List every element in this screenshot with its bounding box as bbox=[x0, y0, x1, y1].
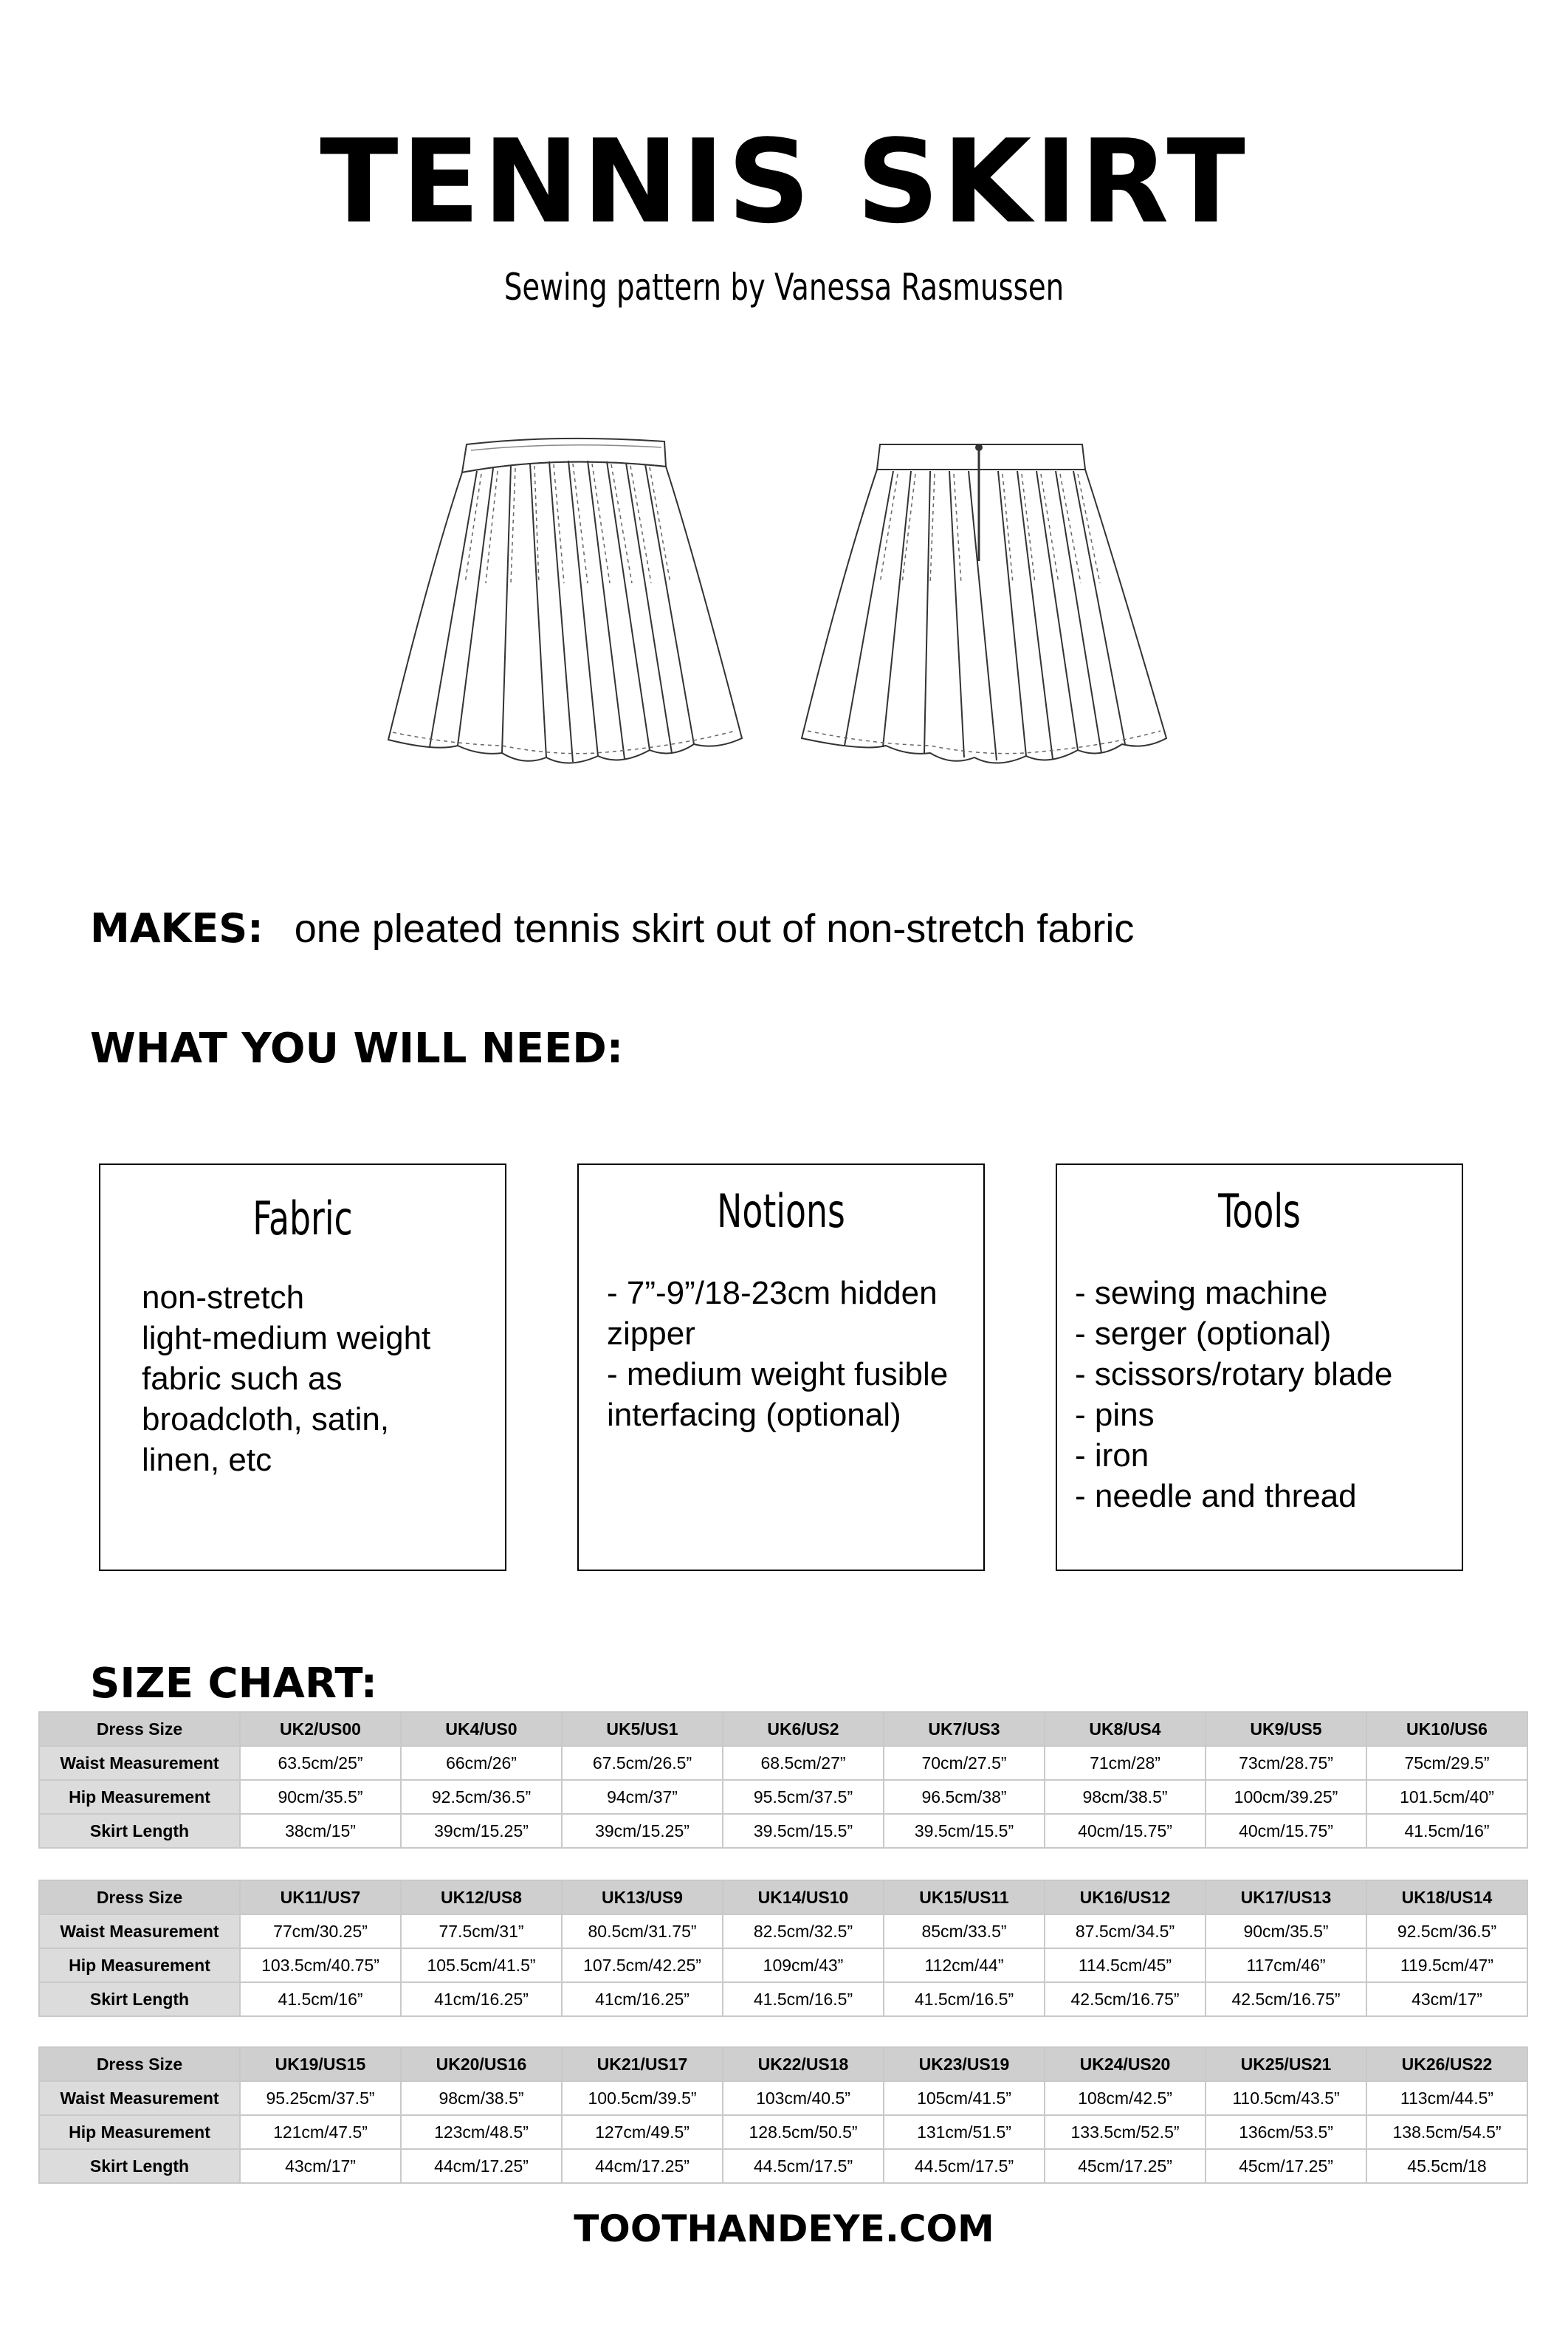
size-cell: UK19/US15 bbox=[240, 2047, 401, 2081]
size-chart-heading: SIZE CHART: bbox=[90, 1660, 377, 1708]
tools-body: - sewing machine - serger (optional) - scissors/rotary blade - pins - iron - needle and thread bbox=[1075, 1275, 1393, 1514]
size-cell: UK15/US11 bbox=[884, 1880, 1045, 1914]
waist-cell: 105cm/41.5” bbox=[884, 2081, 1045, 2115]
page-subtitle: Sewing pattern by Vanessa Rasmussen bbox=[503, 266, 1065, 309]
hip-cell: 107.5cm/42.25” bbox=[562, 1948, 723, 1982]
table-row bbox=[39, 2081, 1527, 2115]
row-label-length: Skirt Length bbox=[39, 1982, 240, 2016]
hip-cell: 128.5cm/50.5” bbox=[723, 2115, 884, 2149]
waist-cell: 100.5cm/39.5” bbox=[562, 2081, 723, 2115]
length-cell: 44.5cm/17.5” bbox=[723, 2149, 884, 2183]
hip-cell: 114.5cm/45” bbox=[1045, 1948, 1206, 1982]
waist-cell: 71cm/28” bbox=[1045, 1746, 1206, 1780]
size-table-2 bbox=[38, 1880, 1528, 2017]
makes-line bbox=[90, 907, 1134, 951]
hip-cell: 138.5cm/54.5” bbox=[1366, 2115, 1527, 2149]
waist-cell: 108cm/42.5” bbox=[1045, 2081, 1206, 2115]
notions-body: - 7”-9”/18-23cm hidden zipper - medium weight fusible interfacing (optional) bbox=[607, 1275, 949, 1433]
table-row bbox=[39, 2047, 1527, 2081]
table-row bbox=[39, 2115, 1527, 2149]
notions-box bbox=[577, 1164, 985, 1571]
row-label-dress-size: Dress Size bbox=[39, 2047, 240, 2081]
waist-cell: 77cm/30.25” bbox=[240, 1914, 401, 1948]
skirt-back-illustration bbox=[802, 444, 1166, 763]
length-cell: 39.5cm/15.5” bbox=[884, 1814, 1045, 1848]
hip-cell: 121cm/47.5” bbox=[240, 2115, 401, 2149]
waist-cell: 73cm/28.75” bbox=[1206, 1746, 1366, 1780]
hip-cell: 119.5cm/47” bbox=[1366, 1948, 1527, 1982]
hip-cell: 133.5cm/52.5” bbox=[1045, 2115, 1206, 2149]
waist-cell: 95.25cm/37.5” bbox=[240, 2081, 401, 2115]
hip-cell: 98cm/38.5” bbox=[1045, 1780, 1206, 1814]
size-cell: UK5/US1 bbox=[562, 1712, 723, 1746]
size-cell: UK22/US18 bbox=[723, 2047, 884, 2081]
table-row bbox=[39, 1814, 1527, 1848]
site-url: TOOTHANDEYE.COM bbox=[574, 2207, 994, 2250]
size-cell: UK18/US14 bbox=[1366, 1880, 1527, 1914]
page-title: TENNIS SKIRT bbox=[320, 114, 1248, 249]
row-label-waist: Waist Measurement bbox=[39, 1914, 240, 1948]
waist-cell: 68.5cm/27” bbox=[723, 1746, 884, 1780]
waist-cell: 63.5cm/25” bbox=[240, 1746, 401, 1780]
table-row bbox=[39, 1914, 1527, 1948]
size-cell: UK20/US16 bbox=[401, 2047, 562, 2081]
length-cell: 40cm/15.75” bbox=[1045, 1814, 1206, 1848]
length-cell: 41.5cm/16” bbox=[240, 1982, 401, 2016]
hip-cell: 131cm/51.5” bbox=[884, 2115, 1045, 2149]
skirt-illustrations bbox=[369, 428, 1211, 827]
length-cell: 39.5cm/15.5” bbox=[723, 1814, 884, 1848]
row-label-waist: Waist Measurement bbox=[39, 2081, 240, 2115]
size-cell: UK26/US22 bbox=[1366, 2047, 1527, 2081]
waist-cell: 103cm/40.5” bbox=[723, 2081, 884, 2115]
length-cell: 44.5cm/17.5” bbox=[884, 2149, 1045, 2183]
size-cell: UK7/US3 bbox=[884, 1712, 1045, 1746]
waist-cell: 77.5cm/31” bbox=[401, 1914, 562, 1948]
length-cell: 43cm/17” bbox=[1366, 1982, 1527, 2016]
hip-cell: 127cm/49.5” bbox=[562, 2115, 723, 2149]
fabric-body: non-stretch light-medium weight fabric such as broadcloth, satin, linen, etc bbox=[142, 1279, 431, 1478]
length-cell: 41.5cm/16.5” bbox=[723, 1982, 884, 2016]
length-cell: 44cm/17.25” bbox=[562, 2149, 723, 2183]
row-label-length: Skirt Length bbox=[39, 2149, 240, 2183]
length-cell: 41.5cm/16.5” bbox=[884, 1982, 1045, 2016]
hip-cell: 123cm/48.5” bbox=[401, 2115, 562, 2149]
hip-cell: 103.5cm/40.75” bbox=[240, 1948, 401, 1982]
length-cell: 42.5cm/16.75” bbox=[1206, 1982, 1366, 2016]
waist-cell: 90cm/35.5” bbox=[1206, 1914, 1366, 1948]
table-row bbox=[39, 1880, 1527, 1914]
length-cell: 41.5cm/16” bbox=[1366, 1814, 1527, 1848]
size-cell: UK24/US20 bbox=[1045, 2047, 1206, 2081]
waist-cell: 80.5cm/31.75” bbox=[562, 1914, 723, 1948]
waist-cell: 70cm/27.5” bbox=[884, 1746, 1045, 1780]
size-cell: UK12/US8 bbox=[401, 1880, 562, 1914]
size-cell: UK16/US12 bbox=[1045, 1880, 1206, 1914]
table-row bbox=[39, 1712, 1527, 1746]
size-cell: UK23/US19 bbox=[884, 2047, 1045, 2081]
length-cell: 39cm/15.25” bbox=[562, 1814, 723, 1848]
fabric-box bbox=[99, 1164, 506, 1571]
table-row bbox=[39, 1982, 1527, 2016]
size-cell: UK11/US7 bbox=[240, 1880, 401, 1914]
hip-cell: 92.5cm/36.5” bbox=[401, 1780, 562, 1814]
length-cell: 39cm/15.25” bbox=[401, 1814, 562, 1848]
hip-cell: 109cm/43” bbox=[723, 1948, 884, 1982]
length-cell: 45.5cm/18 bbox=[1366, 2149, 1527, 2183]
waist-cell: 110.5cm/43.5” bbox=[1206, 2081, 1366, 2115]
size-table-3 bbox=[38, 2046, 1528, 2184]
length-cell: 40cm/15.75” bbox=[1206, 1814, 1366, 1848]
size-cell: UK9/US5 bbox=[1206, 1712, 1366, 1746]
size-cell: UK10/US6 bbox=[1366, 1712, 1527, 1746]
length-cell: 41cm/16.25” bbox=[562, 1982, 723, 2016]
skirt-front-illustration bbox=[388, 439, 742, 763]
size-cell: UK4/US0 bbox=[401, 1712, 562, 1746]
row-label-dress-size: Dress Size bbox=[39, 1712, 240, 1746]
waist-cell: 113cm/44.5” bbox=[1366, 2081, 1527, 2115]
waist-cell: 85cm/33.5” bbox=[884, 1914, 1045, 1948]
table-row bbox=[39, 2149, 1527, 2183]
table-row bbox=[39, 1780, 1527, 1814]
length-cell: 44cm/17.25” bbox=[401, 2149, 562, 2183]
row-label-dress-size: Dress Size bbox=[39, 1880, 240, 1914]
tools-box bbox=[1056, 1164, 1463, 1571]
hip-cell: 100cm/39.25” bbox=[1206, 1780, 1366, 1814]
length-cell: 42.5cm/16.75” bbox=[1045, 1982, 1206, 2016]
makes-label: MAKES: bbox=[90, 905, 264, 952]
waist-cell: 66cm/26” bbox=[401, 1746, 562, 1780]
hip-cell: 101.5cm/40” bbox=[1366, 1780, 1527, 1814]
size-cell: UK17/US13 bbox=[1206, 1880, 1366, 1914]
what-you-need-heading: WHAT YOU WILL NEED: bbox=[90, 1025, 624, 1073]
row-label-length: Skirt Length bbox=[39, 1814, 240, 1848]
hip-cell: 95.5cm/37.5” bbox=[723, 1780, 884, 1814]
size-table-1 bbox=[38, 1711, 1528, 1849]
size-cell: UK14/US10 bbox=[723, 1880, 884, 1914]
row-label-waist: Waist Measurement bbox=[39, 1746, 240, 1780]
size-cell: UK6/US2 bbox=[723, 1712, 884, 1746]
waist-cell: 98cm/38.5” bbox=[401, 2081, 562, 2115]
waist-cell: 67.5cm/26.5” bbox=[562, 1746, 723, 1780]
waist-cell: 87.5cm/34.5” bbox=[1045, 1914, 1206, 1948]
waist-cell: 82.5cm/32.5” bbox=[723, 1914, 884, 1948]
hip-cell: 112cm/44” bbox=[884, 1948, 1045, 1982]
length-cell: 43cm/17” bbox=[240, 2149, 401, 2183]
size-cell: UK25/US21 bbox=[1206, 2047, 1366, 2081]
size-cell: UK8/US4 bbox=[1045, 1712, 1206, 1746]
row-label-hip: Hip Measurement bbox=[39, 1948, 240, 1982]
length-cell: 45cm/17.25” bbox=[1045, 2149, 1206, 2183]
hip-cell: 90cm/35.5” bbox=[240, 1780, 401, 1814]
size-cell: UK21/US17 bbox=[562, 2047, 723, 2081]
makes-text: one pleated tennis skirt out of non-stretch fabric bbox=[294, 907, 1135, 951]
fabric-title: Fabric bbox=[252, 1192, 353, 1245]
size-cell: UK2/US00 bbox=[240, 1712, 401, 1746]
hip-cell: 136cm/53.5” bbox=[1206, 2115, 1366, 2149]
notions-title: Notions bbox=[717, 1184, 845, 1238]
hip-cell: 94cm/37” bbox=[562, 1780, 723, 1814]
size-cell: UK13/US9 bbox=[562, 1880, 723, 1914]
waist-cell: 92.5cm/36.5” bbox=[1366, 1914, 1527, 1948]
row-label-hip: Hip Measurement bbox=[39, 1780, 240, 1814]
length-cell: 41cm/16.25” bbox=[401, 1982, 562, 2016]
hip-cell: 96.5cm/38” bbox=[884, 1780, 1045, 1814]
length-cell: 38cm/15” bbox=[240, 1814, 401, 1848]
row-label-hip: Hip Measurement bbox=[39, 2115, 240, 2149]
hip-cell: 117cm/46” bbox=[1206, 1948, 1366, 1982]
waist-cell: 75cm/29.5” bbox=[1366, 1746, 1527, 1780]
tools-title: Tools bbox=[1218, 1184, 1301, 1238]
length-cell: 45cm/17.25” bbox=[1206, 2149, 1366, 2183]
table-row bbox=[39, 1948, 1527, 1982]
table-row bbox=[39, 1746, 1527, 1780]
hip-cell: 105.5cm/41.5” bbox=[401, 1948, 562, 1982]
